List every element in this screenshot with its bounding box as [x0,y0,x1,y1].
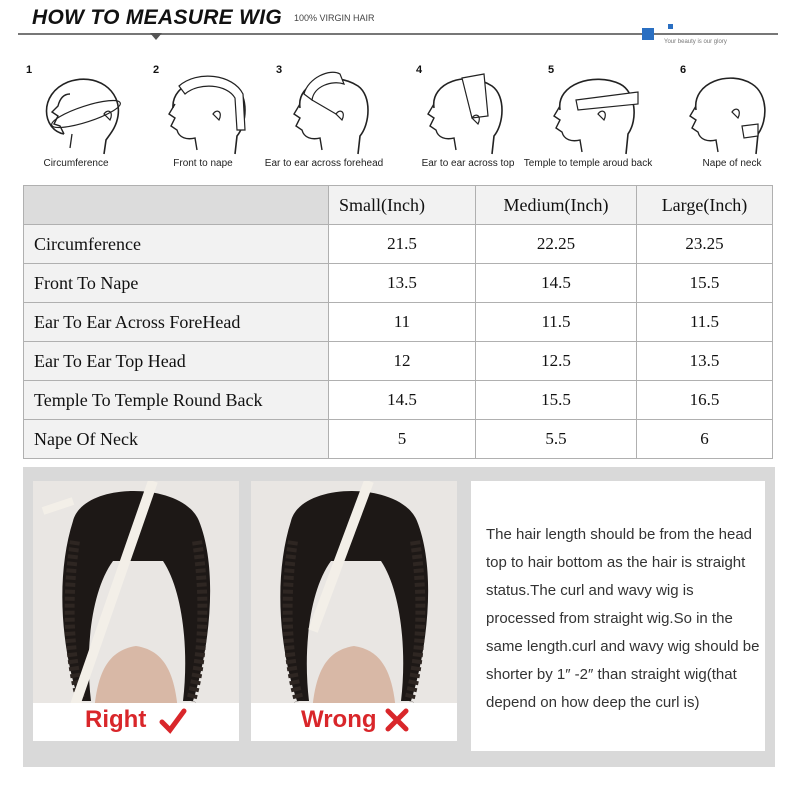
length-explanation-box [471,481,765,751]
cell-medium: 15.5 [476,381,637,420]
brand-dot-icon [668,24,673,29]
right-example-photo [33,481,239,741]
step-temple-to-temple [523,58,670,183]
column-header-medium: Medium(Inch) [476,186,637,225]
wrong-label: Wrong [301,706,377,733]
cell-small: 12 [329,342,476,381]
head-ear-to-ear-top-icon [414,64,524,156]
page-title: HOW TO MEASURE WIG [32,6,283,29]
step-number: 5 [548,64,555,76]
head-nape-of-neck-icon [678,64,788,156]
brand-tagline: Your beauty is our glory [664,39,727,45]
step-nape-of-neck [672,58,800,183]
curly-wig-right-image [33,481,239,741]
cell-small: 11 [329,303,476,342]
table-row [24,420,773,459]
cell-large: 13.5 [637,342,773,381]
cell-large: 15.5 [637,264,773,303]
head-circumference-icon [24,64,134,156]
page-subtitle: 100% VIRGIN HAIR [294,13,375,23]
step-number: 2 [153,64,160,76]
cell-large: 16.5 [637,381,773,420]
length-comparison-panel [23,467,775,767]
cross-icon [385,708,409,732]
head-temple-to-temple-icon [546,64,656,156]
right-label-bar [33,703,239,741]
cell-medium: 5.5 [476,420,637,459]
row-label: Circumference [24,225,329,264]
checkmark-icon [159,708,187,734]
wrong-label-bar [251,703,457,741]
table-row [24,342,773,381]
right-label: Right [85,706,147,733]
step-caption: Ear to ear across forehead [264,158,384,169]
step-number: 4 [416,64,423,76]
measure-steps [0,58,800,183]
cell-medium: 22.25 [476,225,637,264]
table-corner-cell [24,186,329,225]
curly-wig-wrong-image [251,481,457,741]
column-header-large: Large(Inch) [637,186,773,225]
step-circumference [18,58,148,183]
step-caption: Ear to ear across top [421,158,515,169]
step-caption: Front to nape [173,158,233,169]
header-divider [18,33,778,35]
cell-medium: 14.5 [476,264,637,303]
step-number: 1 [26,64,33,76]
step-caption: Circumference [43,158,109,169]
step-number: 6 [680,64,687,76]
step-number: 3 [276,64,283,76]
step-caption: Nape of neck [702,158,762,169]
cell-large: 23.25 [637,225,773,264]
cell-small: 13.5 [329,264,476,303]
cell-small: 5 [329,420,476,459]
cell-small: 21.5 [329,225,476,264]
row-label: Ear To Ear Top Head [24,342,329,381]
row-label: Temple To Temple Round Back [24,381,329,420]
wrong-example-photo [251,481,457,741]
row-label: Front To Nape [24,264,329,303]
table-header-row [24,186,773,225]
cell-small: 14.5 [329,381,476,420]
cell-medium: 12.5 [476,342,637,381]
step-ear-to-ear-forehead [264,58,398,183]
table-row [24,264,773,303]
size-chart-table [23,185,773,459]
cell-large: 6 [637,420,773,459]
row-label: Ear To Ear Across ForeHead [24,303,329,342]
row-label: Nape Of Neck [24,420,329,459]
table-row [24,381,773,420]
column-header-small: Small(Inch) [329,186,476,225]
page-header [0,0,800,44]
step-caption: Temple to temple aroud back [523,158,653,169]
length-explanation-text: The hair length should be from the head top to hair bottom as the hair is straight status.The curl and wavy wig is processed from straight wig.So in the same length.curl and wavy wig should be shorter by 1″ -2″ than straight wig(that depend on how deep the curl is) [486,526,760,711]
head-ear-to-ear-forehead-icon [274,64,384,156]
cell-medium: 11.5 [476,303,637,342]
head-front-to-nape-icon [151,64,261,156]
table-row [24,225,773,264]
table-row [24,303,773,342]
cell-large: 11.5 [637,303,773,342]
brand-square-icon [642,28,654,40]
header-notch [150,33,162,40]
